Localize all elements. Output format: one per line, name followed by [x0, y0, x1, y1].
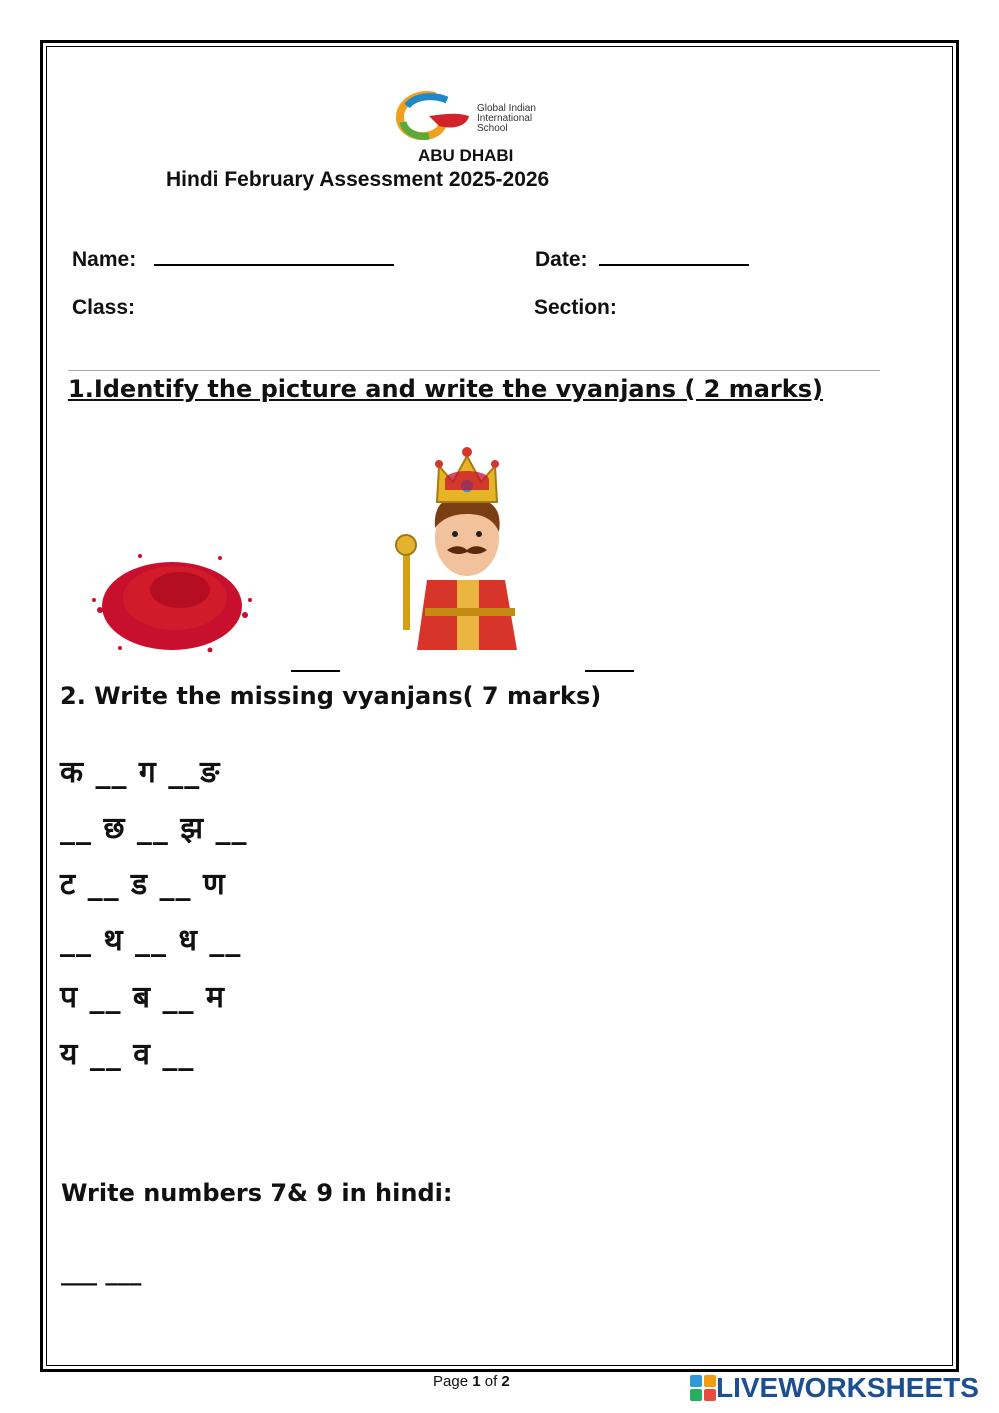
vyanjan-row-3: ट __ ड __ ण: [60, 867, 226, 902]
logo-line-3: School: [477, 123, 508, 134]
vyanjan-row-4: __ थ __ ध __: [60, 923, 242, 958]
liveworksheets-brand: [690, 1371, 979, 1405]
page-of: of: [484, 1373, 498, 1390]
name-blank[interactable]: [154, 250, 394, 266]
class-label: Class:: [72, 296, 136, 319]
divider-line: [68, 370, 880, 371]
kumkum-powder-image: [80, 540, 260, 660]
logo-line-2: International: [477, 113, 533, 124]
logo-wordmark: [477, 104, 536, 134]
page-current: 1: [472, 1373, 481, 1390]
school-city: ABU DHABI: [418, 146, 514, 165]
liveworksheets-wordmark: LIVEWORKSHEETS: [716, 1372, 979, 1403]
section-field: [534, 296, 617, 320]
name-field: [72, 248, 394, 272]
vyanjan-row-2: __ छ __ झ __: [60, 811, 248, 846]
class-field: [72, 296, 135, 320]
name-label: Name:: [72, 248, 137, 271]
answer-blank-1[interactable]: [291, 670, 340, 672]
date-field: [535, 248, 749, 272]
page-total: 2: [501, 1373, 510, 1390]
question-3-heading: Write numbers 7& 9 in hindi:: [61, 1179, 453, 1207]
question-2-heading: 2. Write the missing vyanjans( 7 marks): [60, 682, 602, 710]
school-logo: [395, 90, 565, 140]
section-label: Section:: [534, 296, 617, 319]
king-image: [385, 440, 545, 660]
page-number: [433, 1373, 510, 1390]
question-1-heading: 1.Identify the picture and write the vyanjans ( 2 marks): [68, 375, 823, 403]
logo-line-1: Global Indian: [477, 103, 536, 114]
assessment-title: Hindi February Assessment 2025-2026: [166, 168, 550, 191]
answer-blank-2[interactable]: [585, 670, 634, 672]
school-logo-mark: [395, 90, 473, 140]
liveworksheets-logo-icon: [690, 1375, 716, 1401]
number-answer-blanks[interactable]: ___ ___: [61, 1258, 142, 1286]
date-label: Date:: [535, 248, 588, 271]
vyanjan-row-5: प __ ब __ म: [60, 980, 225, 1015]
date-blank[interactable]: [599, 250, 749, 266]
vyanjan-row-1: क __ ग __ङ: [60, 755, 221, 790]
vyanjan-row-6: य __ व __: [60, 1037, 195, 1072]
page-prefix: Page: [433, 1373, 469, 1390]
